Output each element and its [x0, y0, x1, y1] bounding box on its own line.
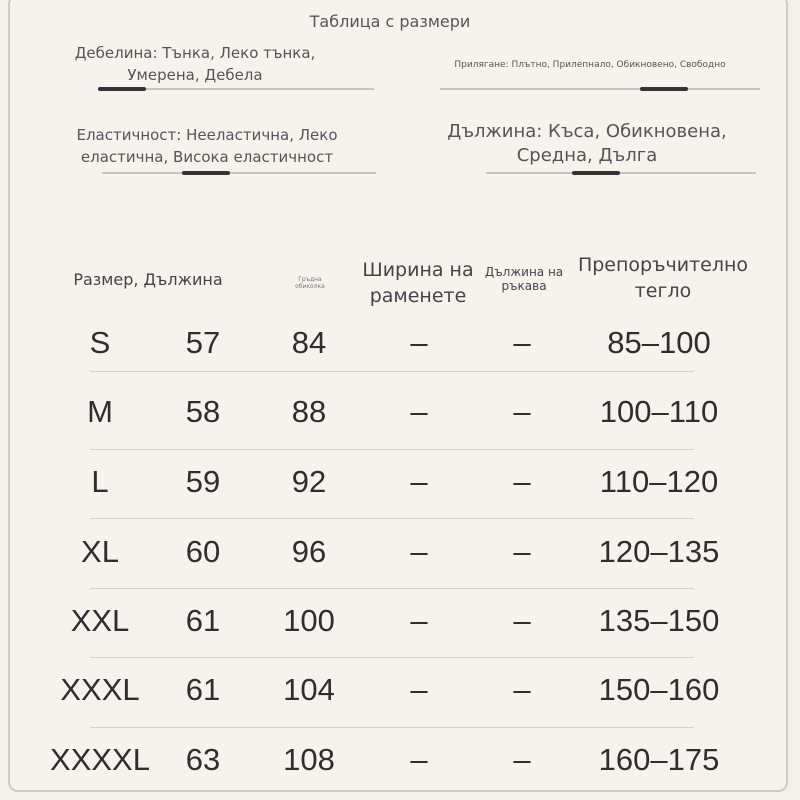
- row-divider: [90, 657, 694, 658]
- row-divider: [90, 727, 694, 728]
- cell-shoulder: –: [410, 394, 428, 429]
- cell-size: XXXXL: [50, 742, 150, 777]
- row-divider: [90, 588, 694, 589]
- cell-chest: 100: [283, 603, 335, 638]
- cell-chest: 108: [283, 742, 335, 777]
- cell-length: 63: [185, 742, 221, 777]
- cell-length: 57: [185, 325, 221, 360]
- length-label: Дължина: Къса, Обикновена, Средна, Дълга: [447, 121, 727, 166]
- cell-weight: 120–135: [598, 534, 720, 569]
- row-divider: [90, 371, 694, 372]
- cell-size: XXXL: [60, 672, 140, 707]
- cell-length: 61: [185, 672, 221, 707]
- cell-size: M: [87, 394, 113, 429]
- cell-length: 60: [185, 534, 221, 569]
- cell-length: 59: [185, 464, 221, 499]
- cell-sleeve: –: [513, 603, 531, 638]
- cell-shoulder: –: [410, 325, 428, 360]
- cell-sleeve: –: [513, 534, 531, 569]
- thickness-label: Дебелина: Тънка, Леко тънка, Умерена, Дебела: [74, 44, 316, 84]
- cell-shoulder: –: [410, 603, 428, 638]
- row-divider: [90, 449, 694, 450]
- elasticity-label: Еластичност: Нееластична, Леко еластична, Висока еластичност: [76, 126, 338, 166]
- cell-sleeve: –: [513, 742, 531, 777]
- cell-weight: 135–150: [598, 603, 720, 638]
- cell-shoulder: –: [410, 464, 428, 499]
- cell-size: S: [89, 325, 111, 360]
- header-chest: Гръдна обиколка: [295, 276, 325, 290]
- cell-chest: 104: [283, 672, 335, 707]
- cell-length: 61: [185, 603, 221, 638]
- cell-size: XL: [81, 534, 119, 569]
- cell-length: 58: [185, 394, 221, 429]
- cell-chest: 96: [291, 534, 327, 569]
- cell-sleeve: –: [513, 464, 531, 499]
- cell-size: L: [91, 464, 109, 499]
- cell-shoulder: –: [410, 742, 428, 777]
- cell-weight: 150–160: [598, 672, 720, 707]
- cell-weight: 160–175: [598, 742, 720, 777]
- chart-title: Таблица с размери: [309, 12, 471, 31]
- cell-sleeve: –: [513, 672, 531, 707]
- cell-shoulder: –: [410, 672, 428, 707]
- cell-weight: 110–120: [599, 464, 719, 499]
- cell-size: XXL: [70, 603, 130, 638]
- cell-weight: 85–100: [607, 325, 711, 360]
- header-shoulder: Ширина на раменете: [362, 259, 474, 307]
- header-weight: Препоръчително тегло: [577, 254, 749, 302]
- header-size-length: Размер, Дължина: [73, 270, 223, 289]
- cell-shoulder: –: [410, 534, 428, 569]
- header-sleeve: Дължина на ръкава: [484, 265, 564, 293]
- cell-sleeve: –: [513, 325, 531, 360]
- cell-chest: 92: [291, 464, 327, 499]
- cell-sleeve: –: [513, 394, 531, 429]
- cell-chest: 84: [291, 325, 327, 360]
- fit-label: Прилягане: Плътно, Прилепнало, Обикновено, Свободно: [454, 60, 726, 70]
- row-divider: [90, 518, 694, 519]
- cell-weight: 100–110: [599, 394, 719, 429]
- cell-chest: 88: [291, 394, 327, 429]
